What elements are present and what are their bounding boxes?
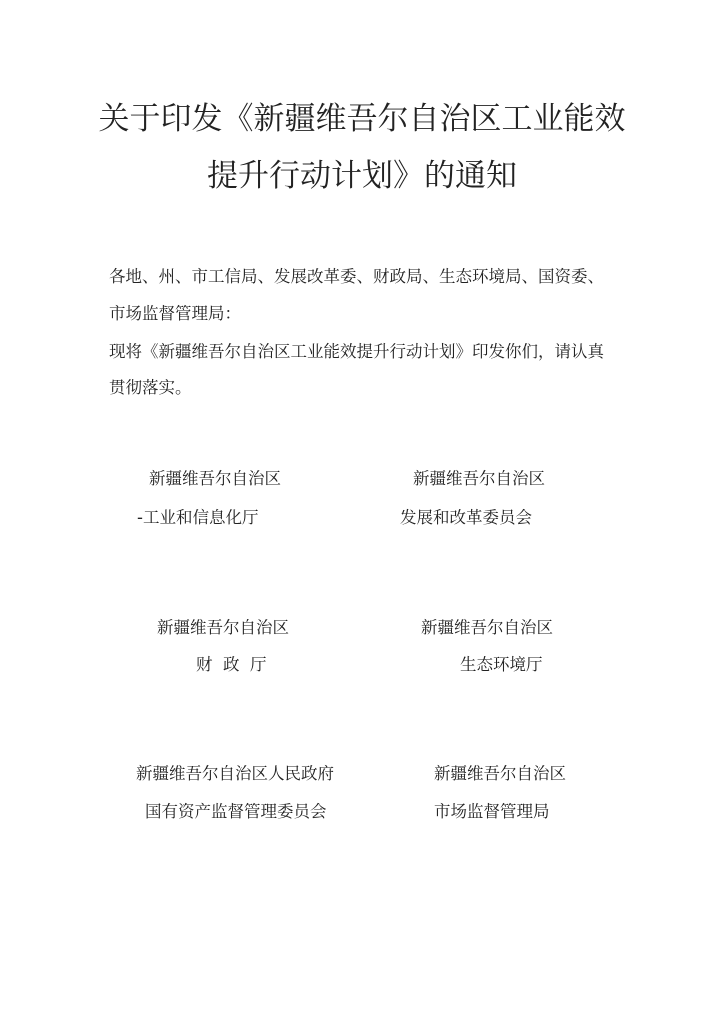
signature-environment-line-1: 新疆维吾尔自治区 bbox=[421, 618, 553, 637]
recipients-line-2: 市场监督管理局： bbox=[109, 304, 241, 323]
signature-environment-line-2: 生态环境厅 bbox=[460, 655, 543, 674]
signature-industry-line-1: 新疆维吾尔自治区 bbox=[149, 469, 281, 488]
signature-market-line-1: 新疆维吾尔自治区 bbox=[434, 764, 566, 783]
signature-sasac-line-1: 新疆维吾尔自治区人民政府 bbox=[136, 764, 334, 783]
body-text-line-1: 现将《新疆维吾尔自治区工业能效提升行动计划》印发你们，请认真 bbox=[109, 342, 604, 361]
signature-finance-line-2: 财 政 厅 bbox=[196, 655, 267, 674]
signature-development-line-1: 新疆维吾尔自治区 bbox=[413, 469, 545, 488]
body-text-line-2: 贯彻落实。 bbox=[109, 378, 192, 397]
signature-industry-line-2: -工业和信息化厅 bbox=[137, 508, 259, 527]
signature-sasac-line-2: 国有资产监督管理委员会 bbox=[145, 802, 327, 821]
signature-development-line-2: 发展和改革委员会 bbox=[400, 508, 532, 527]
document-title-line-1: 关于印发《新疆维吾尔自治区工业能效 bbox=[98, 101, 626, 137]
signature-finance-line-1: 新疆维吾尔自治区 bbox=[157, 618, 289, 637]
document-title-line-2: 提升行动计划》的通知 bbox=[207, 158, 517, 194]
recipients-line-1: 各地、州、市工信局、发展改革委、财政局、生态环境局、国资委、 bbox=[109, 267, 604, 286]
signature-market-line-2: 市场监督管理局 bbox=[434, 802, 550, 821]
